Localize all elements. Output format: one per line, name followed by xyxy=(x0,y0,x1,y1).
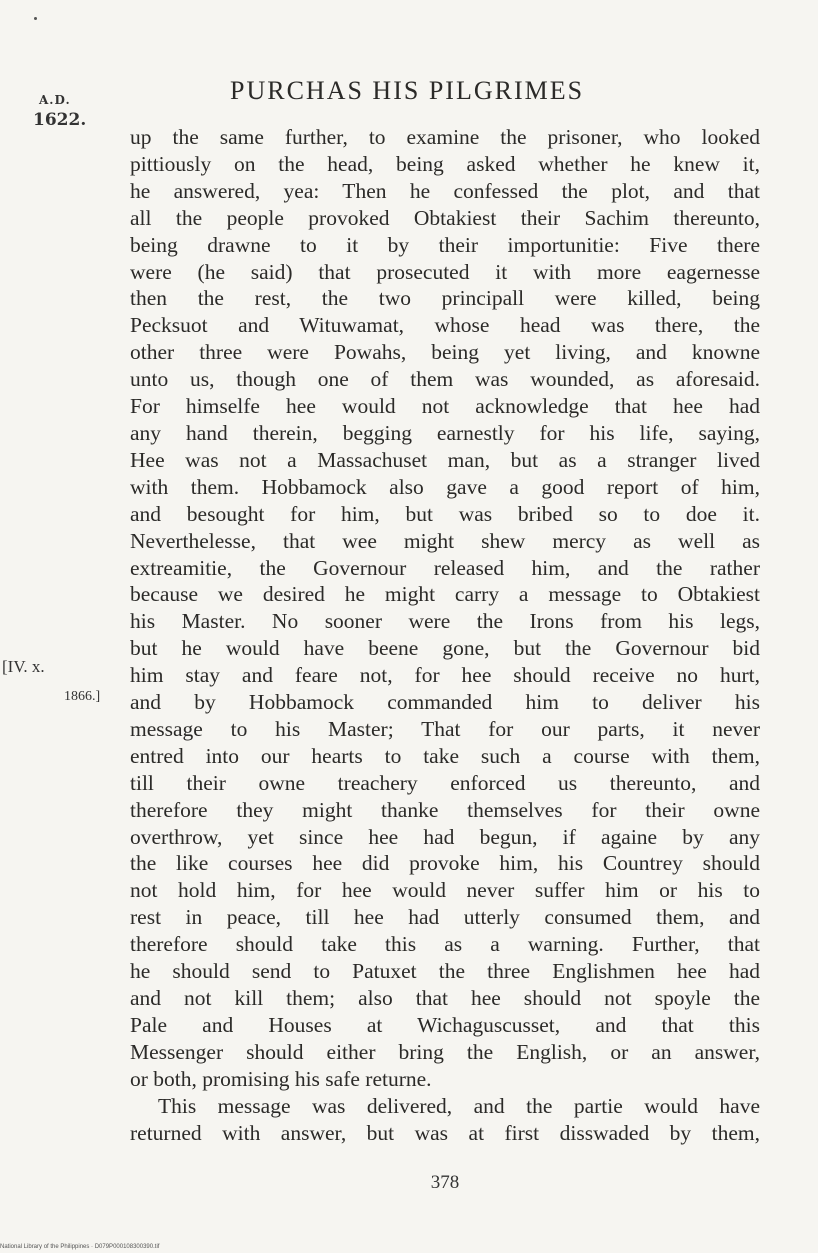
text-line: Hee was not a Massachuset man, but as a stranger lived xyxy=(130,447,760,472)
ink-speck xyxy=(34,17,37,20)
text-line: being drawne to it by their importunitie: Five there xyxy=(130,232,760,257)
text-line: Pale and Houses at Wichaguscusset, and that this xyxy=(130,1012,760,1037)
body-text xyxy=(130,124,760,1146)
text-line: because we desired he might carry a message to Obtakiest xyxy=(130,582,760,607)
text-line: him stay and feare not, for hee should receive no hurt, xyxy=(130,663,760,688)
text-line: were (he said) that prosecuted it with more eagernesse xyxy=(130,259,760,284)
text-line: till their owne treachery enforced us thereunto, and xyxy=(130,770,760,795)
text-line: but he would have beene gone, but the Governour bid xyxy=(130,636,760,661)
date-year: 1622. xyxy=(33,110,87,130)
text-line: Messenger should either bring the English, or an answer, xyxy=(130,1039,760,1064)
text-line: unto us, though one of them was wounded, as aforesaid. xyxy=(130,367,760,392)
side-note xyxy=(2,652,100,712)
running-title: PURCHAS HIS PILGRIMES xyxy=(230,76,585,105)
text-line: he answered, yea: Then he confessed the plot, and that xyxy=(130,178,760,203)
margin-date xyxy=(33,90,86,130)
side-note-line-2: 1866.] xyxy=(64,689,101,704)
date-ad: A.D. xyxy=(39,93,71,107)
text-line: not hold him, for hee would never suffer him or his to xyxy=(130,878,760,903)
text-line: his Master. No sooner were the Irons from his legs, xyxy=(130,609,760,634)
text-line: and besought for him, but was bribed so to doe it. xyxy=(130,501,760,526)
text-line: message to his Master; That for our parts, it never xyxy=(130,716,760,741)
text-line: other three were Powahs, being yet living, and knowne xyxy=(130,340,760,365)
text-line: with them. Hobbamock also gave a good report of him, xyxy=(130,474,760,499)
text-line: For himselfe hee would not acknowledge that hee had xyxy=(130,394,760,419)
text-line: therefore should take this as a warning. Further, that xyxy=(130,932,760,957)
text-line: This message was delivered, and the partie would have xyxy=(158,1093,760,1118)
text-line: therefore they might thanke themselves for their owne xyxy=(130,797,760,822)
text-line: returned with answer, but was at first disswaded by them, xyxy=(130,1120,760,1145)
text-line: then the rest, the two principall were killed, being xyxy=(130,286,760,311)
text-line: Pecksuot and Wituwamat, whose head was there, the xyxy=(130,313,760,338)
text-line: any hand therein, begging earnestly for his life, saying, xyxy=(130,420,760,445)
text-line: Neverthelesse, that wee might shew mercy as well as xyxy=(130,528,760,553)
text-line: overthrow, yet since hee had begun, if againe by any xyxy=(130,824,760,849)
text-line: the like courses hee did provoke him, his Countrey should xyxy=(130,851,760,876)
text-line: up the same further, to examine the prisoner, who looked xyxy=(130,125,760,149)
text-line: or both, promising his safe returne. xyxy=(130,1066,432,1091)
text-line: extreamitie, the Governour released him, and the rather xyxy=(130,555,760,580)
text-line: pittiously on the head, being asked whether he knew it, xyxy=(130,151,760,176)
page-number: 378 xyxy=(430,1172,460,1193)
text-line: rest in peace, till hee had utterly consumed them, and xyxy=(130,905,760,930)
text-line: and by Hobbamock commanded him to deliver his xyxy=(130,690,760,715)
text-line: and not kill them; also that hee should not spoyle the xyxy=(130,986,760,1010)
footer-credit: National Library of the Philippines · D079P000108300390.tif xyxy=(0,1244,160,1250)
text-line: all the people provoked Obtakiest their Sachim thereunto, xyxy=(130,205,760,230)
text-line: he should send to Patuxet the three Englishmen hee had xyxy=(130,959,760,984)
side-note-line-1: [IV. x. xyxy=(2,657,45,676)
text-line: entred into our hearts to take such a course with them, xyxy=(130,743,760,768)
